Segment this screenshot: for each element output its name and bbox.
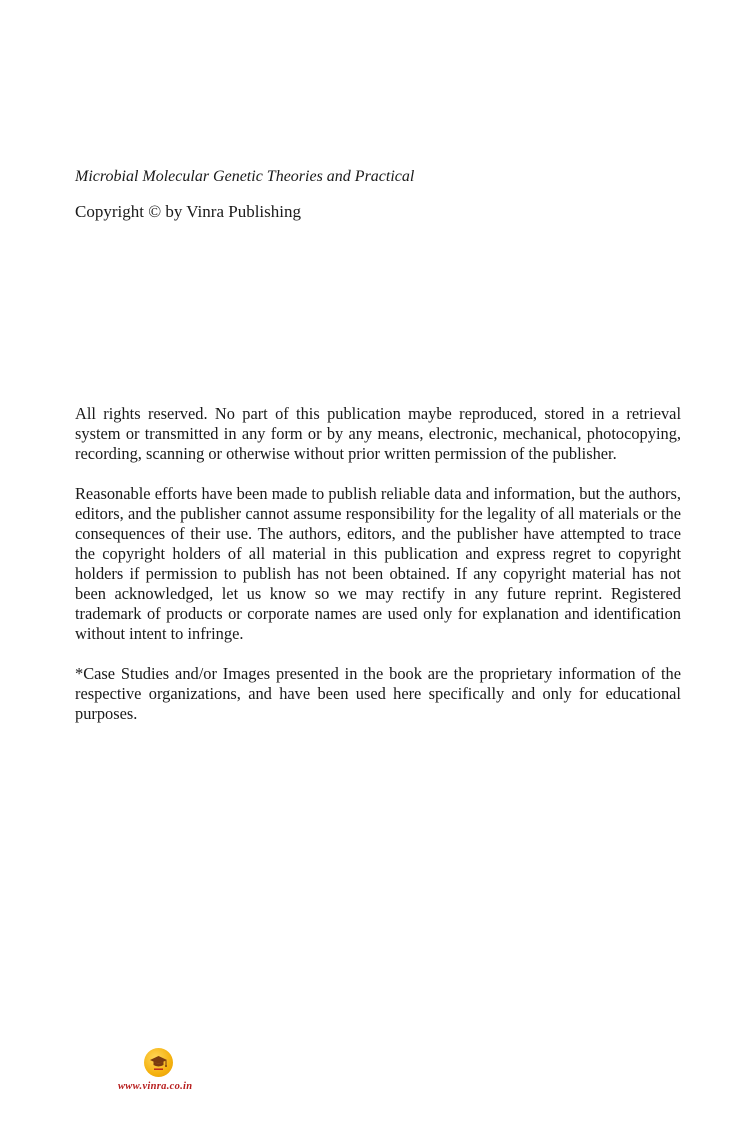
publisher-website-link[interactable]: www.vinra.co.in	[118, 1081, 193, 1092]
rights-reserved-paragraph: All rights reserved. No part of this publication maybe reproduced, stored in a retrieval system or transmitted in any form or by any means, electronic, mechanical, photocopying, recording, scanning or otherwise without prior written permission of the publisher.	[75, 404, 681, 463]
disclaimer-paragraph: Reasonable efforts have been made to publish reliable data and information, but the authors, editors, and the publisher cannot assume responsibility for the legality of all materials or the consequences of their use. The authors, editors, and the publisher have attempted to trace the copyright holders of all material in this publication and express regret to copyright holders if permission to publish has not been obtained. If any copyright material has not been acknowledged, let us know so we may rectify in any future reprint. Registered trademark of products or corporate names are used only for explanation and identification without intent to infringe.	[75, 484, 681, 643]
case-studies-paragraph: *Case Studies and/or Images presented in the book are the proprietary information of the respective organizations, and have been used here specifically and only for educational purposes.	[75, 664, 681, 723]
legal-notice	[75, 404, 681, 744]
copyright-line: Copyright © by Vinra Publishing	[75, 202, 301, 221]
graduation-cap-icon	[144, 1048, 173, 1077]
book-title: Microbial Molecular Genetic Theories and Practical	[75, 168, 415, 185]
publisher-logo-icon	[144, 1048, 173, 1077]
